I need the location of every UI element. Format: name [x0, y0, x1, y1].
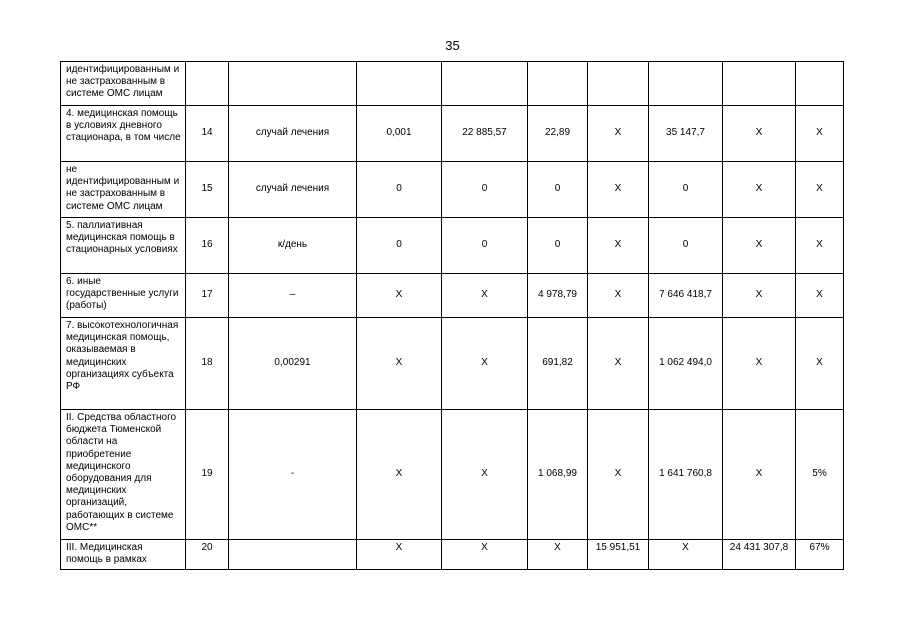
sum-oms-cell: X: [723, 218, 796, 274]
unit-cell: к/день: [229, 218, 357, 274]
line-number-cell: 15: [186, 162, 229, 218]
percent-cell: 5%: [796, 410, 844, 540]
per-capita-oms-cell: X: [588, 162, 649, 218]
percent-cell: X: [796, 218, 844, 274]
unit-cell: [229, 540, 357, 570]
cost-cell: 0: [442, 218, 528, 274]
line-number-cell: 14: [186, 106, 229, 162]
percent-cell: X: [796, 274, 844, 318]
volume-cell: X: [357, 274, 442, 318]
cost-cell: X: [442, 410, 528, 540]
table-row: [61, 274, 844, 318]
percent-cell: 67%: [796, 540, 844, 570]
unit-cell: случай лечения: [229, 162, 357, 218]
per-capita-budget-cell: 0: [528, 218, 588, 274]
unit-cell: случай лечения: [229, 106, 357, 162]
per-capita-budget-cell: 0: [528, 162, 588, 218]
per-capita-budget-cell: 4 978,79: [528, 274, 588, 318]
per-capita-oms-cell: X: [588, 218, 649, 274]
percent-cell: [796, 62, 844, 106]
cost-cell: X: [442, 540, 528, 570]
row-name-cell: 5. паллиативная медицинская помощь в стационарных условиях: [61, 218, 186, 274]
cost-cell: X: [442, 274, 528, 318]
percent-cell: X: [796, 318, 844, 410]
row-name-cell: не идентифицированным и не застрахованным в системе ОМС лицам: [61, 162, 186, 218]
per-capita-oms-cell: 15 951,51: [588, 540, 649, 570]
unit-cell: 0,00291: [229, 318, 357, 410]
per-capita-oms-cell: X: [588, 318, 649, 410]
sum-budget-cell: 1 062 494,0: [649, 318, 723, 410]
per-capita-budget-cell: 691,82: [528, 318, 588, 410]
cost-cell: 22 885,57: [442, 106, 528, 162]
sum-budget-cell: 7 646 418,7: [649, 274, 723, 318]
cost-cell: [442, 62, 528, 106]
sum-budget-cell: 35 147,7: [649, 106, 723, 162]
sum-oms-cell: X: [723, 274, 796, 318]
table-row: [61, 62, 844, 106]
row-name-cell: 4. медицинская помощь в условиях дневного стационара, в том числе: [61, 106, 186, 162]
sum-budget-cell: 0: [649, 218, 723, 274]
volume-cell: 0,001: [357, 106, 442, 162]
sum-oms-cell: X: [723, 410, 796, 540]
sum-budget-cell: 1 641 760,8: [649, 410, 723, 540]
volume-cell: X: [357, 318, 442, 410]
sum-oms-cell: X: [723, 318, 796, 410]
volume-cell: [357, 62, 442, 106]
financing-table: [60, 61, 844, 570]
percent-cell: X: [796, 162, 844, 218]
percent-cell: X: [796, 106, 844, 162]
cost-cell: 0: [442, 162, 528, 218]
unit-cell: -: [229, 410, 357, 540]
cost-cell: X: [442, 318, 528, 410]
per-capita-oms-cell: [588, 62, 649, 106]
sum-oms-cell: X: [723, 106, 796, 162]
per-capita-oms-cell: X: [588, 106, 649, 162]
unit-cell: –: [229, 274, 357, 318]
line-number-cell: 19: [186, 410, 229, 540]
unit-cell: [229, 62, 357, 106]
per-capita-oms-cell: X: [588, 274, 649, 318]
per-capita-budget-cell: X: [528, 540, 588, 570]
table-row: [61, 540, 844, 570]
table-row: [61, 318, 844, 410]
row-name-cell: идентифицированным и не застрахованным в системе ОМС лицам: [61, 62, 186, 106]
volume-cell: 0: [357, 218, 442, 274]
line-number-cell: 20: [186, 540, 229, 570]
line-number-cell: 18: [186, 318, 229, 410]
sum-budget-cell: [649, 62, 723, 106]
table-row: [61, 218, 844, 274]
volume-cell: 0: [357, 162, 442, 218]
per-capita-oms-cell: X: [588, 410, 649, 540]
volume-cell: X: [357, 410, 442, 540]
line-number-cell: [186, 62, 229, 106]
line-number-cell: 17: [186, 274, 229, 318]
per-capita-budget-cell: 1 068,99: [528, 410, 588, 540]
table-row: [61, 162, 844, 218]
per-capita-budget-cell: [528, 62, 588, 106]
row-name-cell: III. Медицинская помощь в рамках: [61, 540, 186, 570]
page-number: 35: [445, 38, 460, 53]
row-name-cell: II. Средства областного бюджета Тюменской области на приобретение медицинского оборудования для медицинских организаций, работающих в системе ОМС**: [61, 410, 186, 540]
row-name-cell: 7. высокотехнологичная медицинская помощь, оказываемая в медицинских организациях субъекта РФ: [61, 318, 186, 410]
per-capita-budget-cell: 22,89: [528, 106, 588, 162]
sum-budget-cell: 0: [649, 162, 723, 218]
sum-oms-cell: [723, 62, 796, 106]
sum-oms-cell: 24 431 307,8: [723, 540, 796, 570]
sum-oms-cell: X: [723, 162, 796, 218]
row-name-cell: 6. иные государственные услуги (работы): [61, 274, 186, 318]
table-row: [61, 410, 844, 540]
sum-budget-cell: X: [649, 540, 723, 570]
line-number-cell: 16: [186, 218, 229, 274]
volume-cell: X: [357, 540, 442, 570]
table-row: [61, 106, 844, 162]
